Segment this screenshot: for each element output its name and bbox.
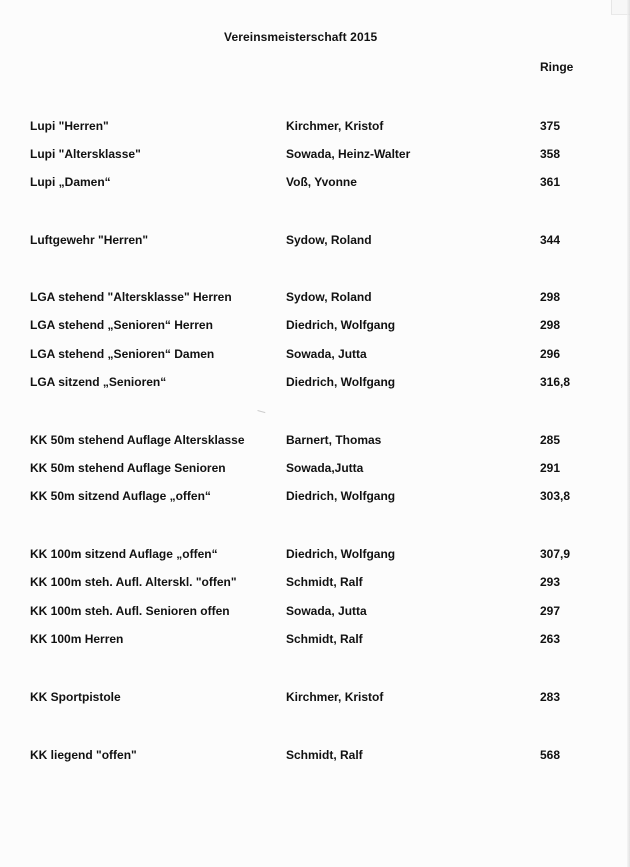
result-row [0, 431, 630, 449]
competition-category: KK 100m steh. Aufl. Senioren offen [30, 604, 230, 618]
competition-category: LGA stehend „Senioren“ Damen [30, 347, 215, 361]
shooter-name: Diedrich, Wolfgang [286, 547, 396, 561]
competition-category: KK Sportpistole [30, 690, 121, 704]
result-row [0, 630, 630, 648]
shooter-name: Schmidt, Ralf [286, 575, 363, 589]
result-row [0, 316, 630, 334]
competition-category: KK 100m steh. Aufl. Alterskl. "offen" [30, 575, 237, 589]
competition-category: LGA stehend „Senioren“ Herren [30, 318, 213, 332]
result-row [0, 145, 630, 163]
competition-category: KK 100m Herren [30, 632, 124, 646]
result-row [0, 231, 630, 249]
shooter-name: Sydow, Roland [286, 233, 372, 247]
shooter-name: Sowada, Heinz-Walter [286, 147, 411, 161]
shooter-name: Kirchmer, Kristof [286, 690, 384, 704]
result-row [0, 688, 630, 706]
ring-score: 291 [540, 461, 561, 475]
shooter-name: Kirchmer, Kristof [286, 119, 384, 133]
competition-category: LGA stehend "Altersklasse" Herren [30, 290, 232, 304]
scan-speck [257, 410, 266, 416]
result-row [0, 545, 630, 563]
shooter-name: Sowada, Jutta [286, 347, 367, 361]
result-row [0, 345, 630, 363]
result-row [0, 487, 630, 505]
ring-score: 375 [540, 119, 561, 133]
ring-score: 316,8 [540, 375, 571, 389]
shooter-name: Diedrich, Wolfgang [286, 375, 396, 389]
ring-score: 263 [540, 632, 561, 646]
result-row [0, 602, 630, 620]
competition-category: KK 100m sitzend Auflage „offen“ [30, 547, 218, 561]
result-row [0, 373, 630, 391]
ring-score: 296 [540, 347, 561, 361]
ring-score: 297 [540, 604, 561, 618]
ring-score: 283 [540, 690, 561, 704]
shooter-name: Voß, Yvonne [286, 175, 357, 189]
ring-score: 358 [540, 147, 561, 161]
ring-score: 361 [540, 175, 561, 189]
result-row [0, 459, 630, 477]
competition-category: Lupi „Damen“ [30, 175, 111, 189]
competition-category: Lupi "Altersklasse" [30, 147, 141, 161]
shooter-name: Schmidt, Ralf [286, 632, 363, 646]
ring-score: 303,8 [540, 489, 571, 503]
shooter-name: Sydow, Roland [286, 290, 372, 304]
competition-category: KK 50m sitzend Auflage „offen“ [30, 489, 211, 503]
competition-category: LGA sitzend „Senioren“ [30, 375, 167, 389]
ring-score: 293 [540, 575, 561, 589]
shooter-name: Diedrich, Wolfgang [286, 318, 396, 332]
result-row [0, 573, 630, 591]
ring-score: 298 [540, 290, 561, 304]
result-row [0, 288, 630, 306]
score-column-header: Ringe [540, 60, 574, 74]
shooter-name: Diedrich, Wolfgang [286, 489, 396, 503]
competition-category: KK liegend "offen" [30, 748, 137, 762]
ring-score: 285 [540, 433, 561, 447]
shooter-name: Barnert, Thomas [286, 433, 382, 447]
shooter-name: Sowada,Jutta [286, 461, 364, 475]
result-row [0, 173, 630, 191]
ring-score: 298 [540, 318, 561, 332]
document-title: Vereinsmeisterschaft 2015 [224, 30, 378, 44]
ring-score: 344 [540, 233, 561, 247]
result-row [0, 746, 630, 764]
result-row [0, 117, 630, 135]
ring-score: 568 [540, 748, 561, 762]
ring-score: 307,9 [540, 547, 571, 561]
competition-category: KK 50m stehend Auflage Altersklasse [30, 433, 245, 447]
competition-category: Luftgewehr "Herren" [30, 233, 149, 247]
shooter-name: Schmidt, Ralf [286, 748, 363, 762]
shooter-name: Sowada, Jutta [286, 604, 367, 618]
competition-category: Lupi "Herren" [30, 119, 109, 133]
competition-category: KK 50m stehend Auflage Senioren [30, 461, 226, 475]
